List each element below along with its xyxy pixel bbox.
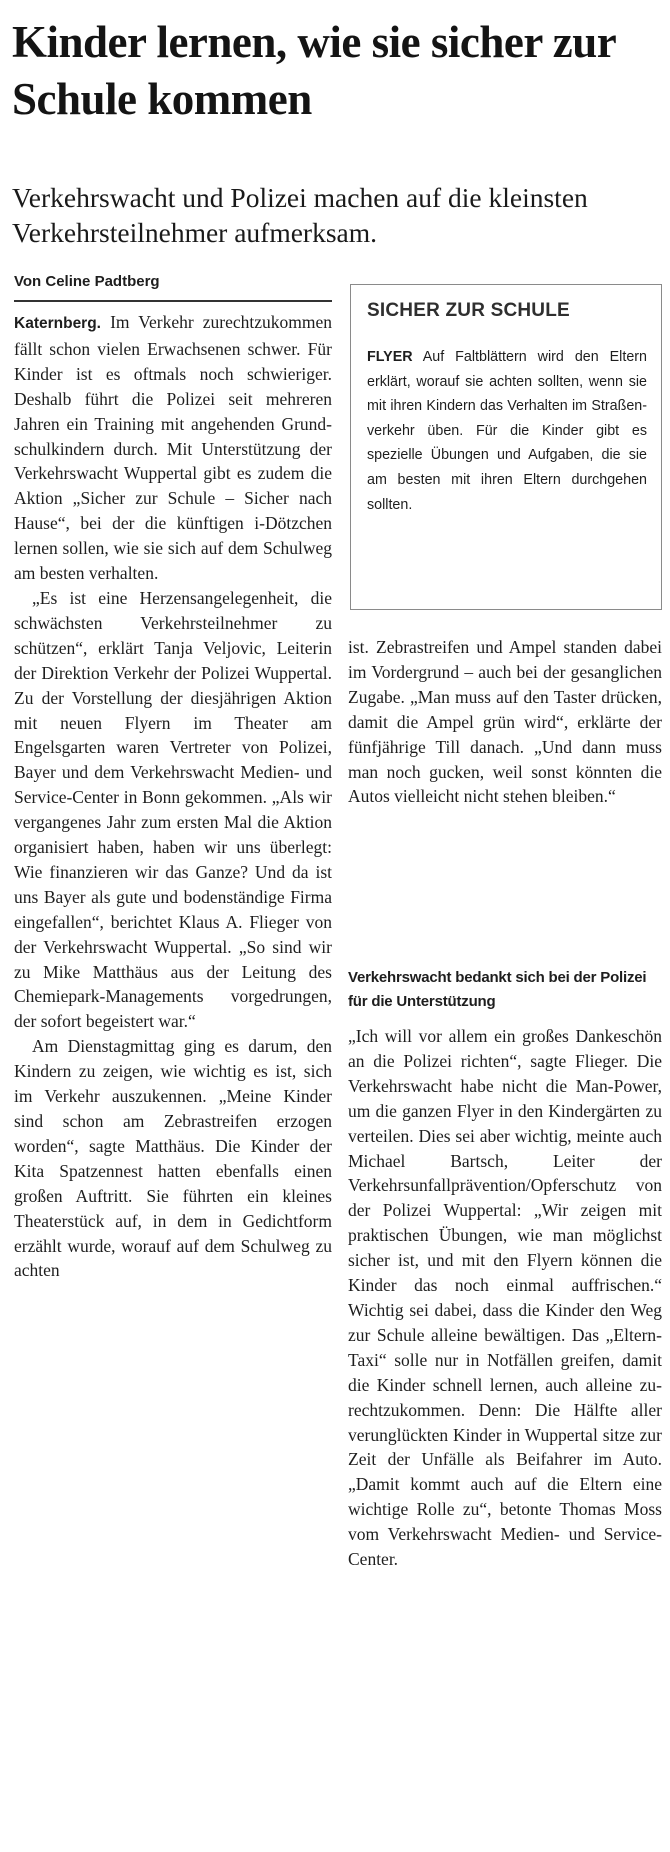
info-box	[350, 284, 662, 610]
paragraph-1-text: Im Verkehr zurechtzukommen fällt schon vielen Erwachsenen schwer. Für Kinder ist es oftmals noch schwieriger. Deshalb führt die Polizei seit mehreren Jahren ein Training mit angehenden Grundschulkindern durch. Mit Unterstützung der Verkehrswacht Wuppertal gibt es zudem die Aktion „Sicher zur Schule – Sicher nach Hause“, bei der die künftigen i-Dötzchen lernen sollen, wie sie sich auf dem Schulweg am besten verhalten.	[14, 312, 332, 584]
column-left	[14, 310, 332, 1283]
subheadline: Verkehrswacht und Polizei machen auf die kleinsten Verkehrsteilnehmer aufmerksam.	[12, 182, 588, 248]
paragraph-2: „Es ist eine Herzensangelegenheit, die schwächsten Verkehrsteilnehmer zu schützen“, erklärt Tanja Veljovic, Leiterin der Direktion Verkehr der Polizei Wuppertal. Zu der Vorstellung der diesjährigen Aktion mit neuen Flyern im Theater am Engelsgarten waren Vertreter von Polizei, Bayer und dem Verkehrswacht Medien- und Service-Center in Bonn gekommen. „Als wir vergangenes Jahr zum ersten Mal die Aktion organisiert haben, haben wir uns überlegt: Wie finanzieren wir das Ganze? Und da ist uns Bayer als gute und bodenständige Firma eingefallen“, berichtet Klaus A. Flieger von der Verkehrswacht Wuppertal. „So sind wir zu Mike Matthäus aus der Leitung des Chemiepark-Managements vorgedrungen, der sofort begeistert war.“	[14, 587, 332, 1032]
byline: Von Celine Padtberg	[14, 273, 160, 290]
paragraph-5: „Ich will vor allem ein großes Dankeschön an die Polizei richten“, sagte Flieger. Die Verkehrswacht habe nicht die Man-Power, um die ganzen Flyer in den Kindergärten zu verteilen. Dies sei aber wichtig, meinte auch Michael Bartsch, Leiter der Verkehrsunfallprävention/Opferschutz von der Polizei Wuppertal: „Wir zeigen mit praktischen Übungen, wie man möglichst sicher ist, und mit den Flyern können die Kinder das noch einmal auffrischen.“ Wichtig sei dabei, dass die Kinder den Weg zur Schule alleine bewältigen. Das „Eltern-Taxi“ solle nur in Notfällen greifen, damit die Kinder schnell lernen, auch alleine zurechtzukommen. Denn: Die Hälfte aller verunglückten Kinder in Wuppertal sitze zur Zeit der Unfälle als Beifahrer im Auto. „Damit kommt auch auf die Eltern eine wichtige Rolle zu“, betonte Thomas Moss vom Verkehrswacht Medien- und Service-Center.	[348, 1026, 662, 1570]
column-right-top	[348, 635, 662, 809]
paragraph-4: ist. Zebrastreifen und Ampel standen dabei im Vordergrund – auch bei der gesanglichen Zugabe. „Man muss auf den Taster drücken, damit die Ampel grün wird“, erklärte der fünfjährige Till danach. „Und dann muss man noch gucken, weil sonst könnten die Autos vielleicht nicht stehen bleiben.“	[348, 637, 662, 807]
column-right-bottom	[348, 1024, 662, 1572]
info-box-title: SICHER ZUR SCHULE	[367, 300, 570, 321]
info-box-body: Auf Faltblättern wird den Eltern erklärt, worauf sie achten sollten, wenn sie mit ihren Kindern das Verhalten im Straßenverkehr üben. Für die Kinder gibt es spezielle Übungen und Aufgaben, die sie am besten mit ihren Eltern durchgehen sollten.	[367, 349, 647, 513]
paragraph-3: Am Dienstagmittag ging es darum, den Kindern zu zeigen, wie wichtig es ist, sich im Verkehr auszukennen. „Meine Kinder sind schon am Zebrastreifen erzogen worden“, sagte Matthäus. Die Kinder der Kita Spatzennest hatten ebenfalls einen großen Auftritt. Sie führten ein kleines Theaterstück auf, in dem in Gedichtform erzählt wurde, worauf auf dem Schulweg zu achten	[14, 1036, 332, 1281]
paragraph-intro	[14, 310, 332, 586]
dateline: Katernberg.	[14, 315, 101, 332]
headline: Kinder lernen, wie sie sicher zur Schule kommen	[12, 17, 616, 124]
info-box-lead: FLYER	[367, 349, 413, 365]
section-subtitle: Verkehrswacht bedankt sich bei der Polizei für die Unterstützung	[348, 969, 647, 1010]
byline-divider	[14, 300, 332, 302]
info-box-text	[367, 345, 647, 517]
